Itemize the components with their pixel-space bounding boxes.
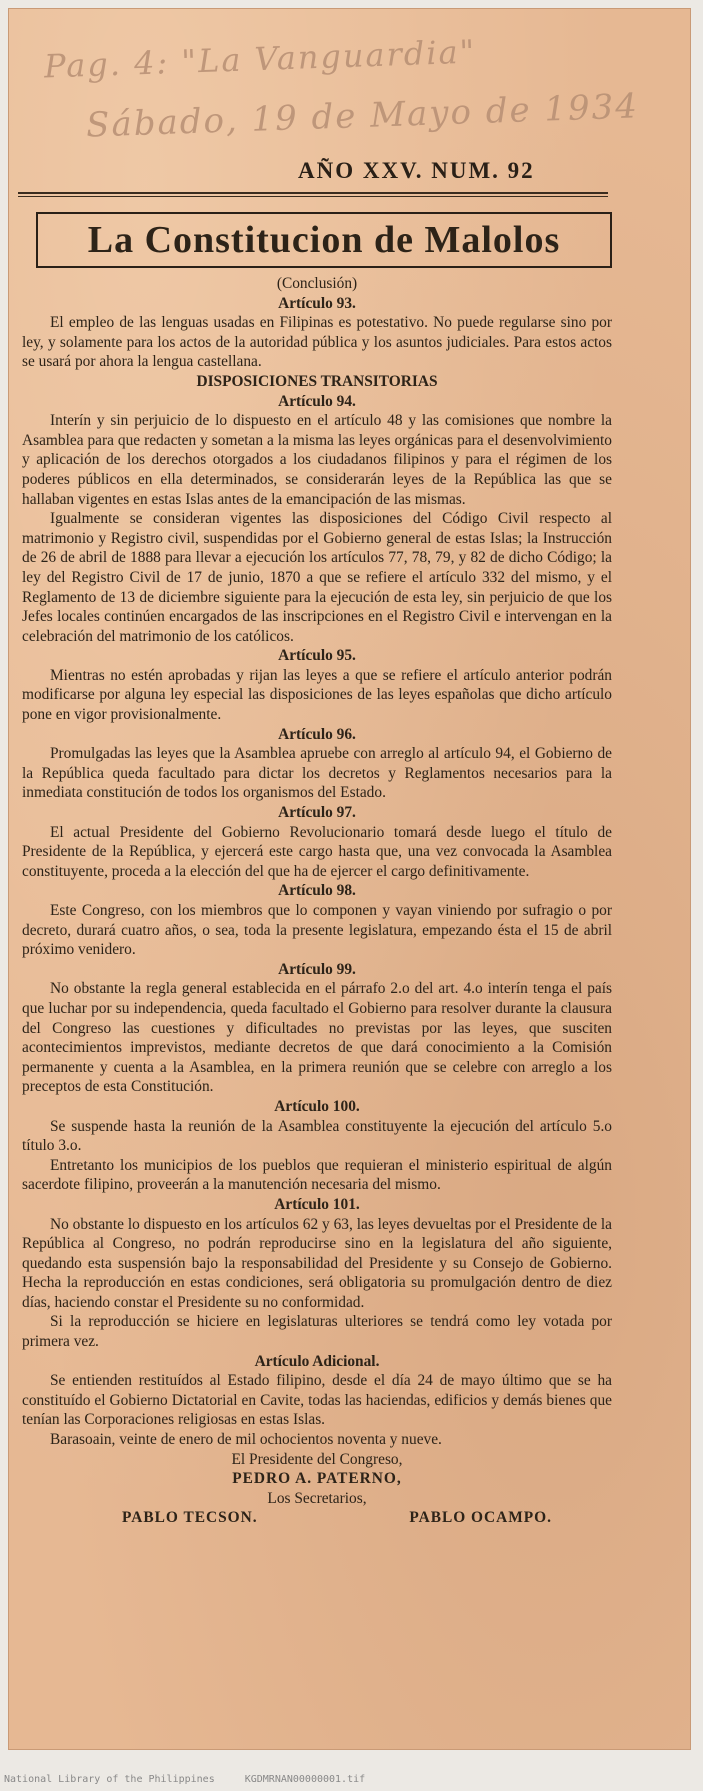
article-paragraph: Si la reproducción se hiciere en legislaturas ulteriores se tendrá como ley votada por primera vez. [22,1313,612,1351]
article-paragraph: Igualmente se consideran vigentes las disposiciones del Código Civil respecto al matrimonio y Registro civil, suspendidas por el Gobierno general de estas Islas; la Instrucción de 26 de abril de 1888 para llevar a ejecución los artículos 77, 78, 79, y 82 de dicho Código; la ley del Registro Civil de 17 de junio, 1870 a que se refiere el artículo 332 del mismo, y el Reglamento de 13 de diciembre siguiente para la ejecución de esta ley, sin perjuicio de que los Jefes locales continúen encargados de las inscripciones en el Registro Civil e intervengan en la celebración del matrimonio de los católicos. [22,510,612,645]
article-paragraph: Mientras no estén aprobadas y rijan las leyes a que se refiere el artículo anterior podrán modificarse por alguna ley especial las disposiciones de las leyes españolas que dicho artículo pone en vigor provisionalmente. [22,666,612,724]
secretary-name: PABLO TECSON. [122,1509,258,1527]
masthead-rule [18,192,608,194]
section-heading: Artículo 101. [274,1195,360,1213]
article-paragraph: No obstante la regla general establecida en el párrafo 2.o del art. 4.o interín tenga el país que luchar por su independencia, queda facultado el Gobierno para resolver durante la clausura del Congreso las cuestiones y dificultades no previstas por las leyes, que susciten acontecimientos imprevistos, mediante decretos de que dará conocimiento a la Comisión permanente y cuenta a la Asamblea, en la primera reunión que se celebre con arreglo a los preceptos de esta Constitución. [22,980,612,1096]
section-heading: Artículo 97. [278,804,356,822]
handwritten-note-source: Pag. 4: "La Vanguardia" [43,32,477,86]
article-paragraph: El actual Presidente del Gobierno Revolucionario tomará desde luego el título de Presidente de la República, y ejercerá este cargo hasta que, una vez convocada la Asamblea constituyente, proceda a la elección del que ha de ejercer el cargo definitivamente. [22,823,612,880]
article-paragraph: El empleo de las lenguas usadas en Filipinas es potestativo. No puede regularse sino por ley, y solamente para los actos de la autoridad pública y los asuntos judiciales. Para estos actos se usará por ahora la lengua castellana. [22,314,612,371]
handwritten-note-date: Sábado, 19 de Mayo de 1934 [85,86,640,146]
secretaries-title: Los Secretarios, [267,1489,367,1507]
section-heading: DISPOSICIONES TRANSITORIAS [196,372,438,390]
conclusion-note: (Conclusión) [276,275,358,292]
section-heading: Artículo 96. [278,725,356,743]
article-paragraph: Promulgadas las leyes que la Asamblea apruebe con arreglo al artículo 94, el Gobierno de la República queda facultado para dictar los decretos y Reglamentos necesarios para la inmediata constitución de todos los organismos del Estado. [22,745,612,802]
newspaper-clipping [8,8,691,1750]
section-heading: Artículo Adicional. [254,1352,380,1370]
article-paragraph: Entretanto los municipios de los pueblos que requieran el ministerio espiritual de algún sacerdote filipino, proveerán a la manutención necesaria del mismo. [22,1156,612,1194]
president-title: El Presidente del Congreso, [231,1450,403,1468]
section-heading: Artículo 98. [278,882,356,900]
article-paragraph: Barasoain, veinte de enero de mil ochocientos noventa y nueve. [50,1431,442,1449]
article-title: La Constitucion de Malolos [36,212,612,268]
article-paragraph: Se entienden restituídos al Estado filipino, desde el día 24 de mayo último que se ha constituído el Gobierno Dictatorial en Cavite, todas las haciendas, edificios y demás bienes que tenían las Corporaciones religiosas en estas Islas. [22,1372,612,1429]
section-heading: Artículo 100. [274,1097,360,1115]
article-paragraph: Interín y sin perjuicio de lo dispuesto en el artículo 48 y las comisiones que nombre la Asamblea para que redacten y sometan a la misma las leyes orgánicas para el desenvolvimiento y aplicación de los derechos otorgados a los ciudadanos filipinos y para el régimen de los poderes públicos en ella determinados, se considerarán leyes de la República las que se hallaban vigentes en estas Islas antes de la emancipación de las mismas. [22,412,612,508]
section-heading: Artículo 93. [278,294,356,312]
section-heading: Artículo 94. [278,392,356,410]
article-paragraph: Se suspende hasta la reunión de la Asamblea constituyente la ejecución del artículo 5.o título 3.o. [22,1117,612,1155]
section-heading: Artículo 99. [278,960,356,978]
issue-masthead: AÑO XXV. NUM. 92 [298,158,535,183]
footer-library: National Library of the Philippines [4,1774,215,1785]
section-heading: Artículo 95. [278,647,356,665]
article-body [22,274,612,1528]
article-paragraph: Este Congreso, con los miembros que lo componen y vayan viniendo por sufragio o por decreto, durará cuatro años, o sea, toda la presente legislatura, empezando ésta el 15 de abril próximo venidero. [22,902,612,959]
scan-footer [0,1768,703,1791]
footer-filename: KGDMRNAN00000001.tif [244,1774,366,1785]
article-paragraph: No obstante lo dispuesto en los artículos 62 y 63, las leyes devueltas por el Presidente de la República al Congreso, no podrán reproducirse sino en la legislatura del año siguiente, quedando esta suspensión bajo la responsabilidad del Presidente y su Consejo de Gobierno. Hecha la reproducción en estas condiciones, será obligatoria su promulgación dentro de diez días, haciendo constar el Presidente su no conformidad. [22,1215,612,1311]
secretary-name: PABLO OCAMPO. [409,1509,552,1527]
masthead-rule-thin [18,196,608,197]
president-name: PEDRO A. PATERNO, [232,1470,402,1488]
secretaries-signatures [22,1508,612,1528]
